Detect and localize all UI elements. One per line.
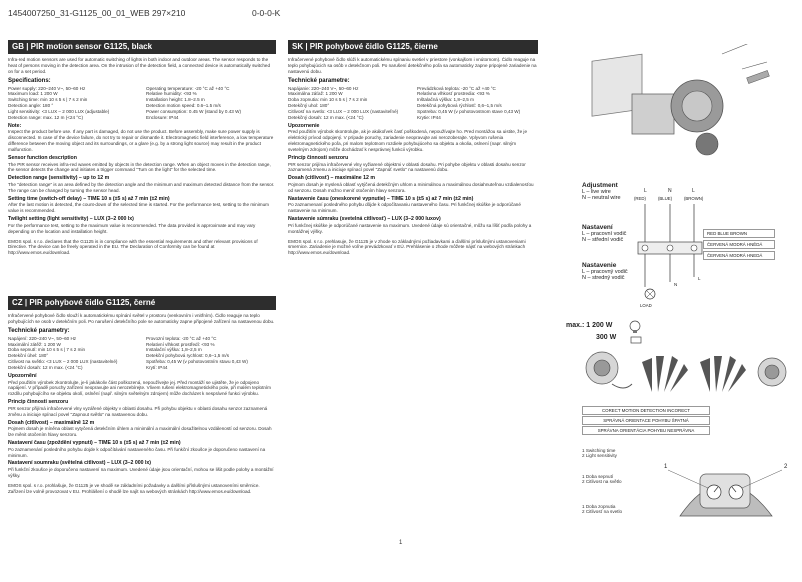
sk-func-heading: Princíp činnosti senzoru [288,154,349,161]
wire-color-red: (RED) [634,196,646,201]
legend-line: 2 Light sensitivity [582,453,617,458]
gb-func-heading: Sensor function description [8,154,77,161]
wire-label-l: L [644,188,647,194]
orientation-caption-gb: CORECT MOTION DETECTION INCORECT [582,406,710,415]
cz-spec-item: Instalační výška: 1,8–2,5 m [146,347,202,353]
cz-func-heading: Princip činnosti senzoru [8,399,69,406]
sensor-dials-illustration [660,456,790,526]
cz-spec-item: Doba sepnutí: min 10 s 5 s | 7 s 2 min [8,347,86,353]
legend-line: 2 Citlivost na světlo [582,479,622,484]
sk-spec-item: Krytie: IP44 [417,114,441,120]
cz-range-heading: Dosah (citlivost) – maximálně 12 m [8,419,95,426]
adjust-live: L – live wire [582,189,611,195]
gb-range: The "detection range" is an area defined by the detection angle and the minimum and maximum detected distance from the sensor. The range can be changed by turning the sensor head. [8,182,275,193]
bulb-icon [630,321,640,331]
sk-lux-heading: Nastavenie súmraku (svetelná citlivosť) – LUX (3–2 000 luxov) [288,216,441,223]
dial-legend-gb [582,448,617,458]
sk-spec-item: Doba zopnutia: min 10 s 5 s | 7 s 2 min [288,97,368,103]
gb-spec-item: Power consumption: 0.45 W (stand by 0.43 W) [146,109,241,115]
sensor-mounting-illustration [572,44,777,164]
sk-range: Pojmom dosah je myslená oblasť vytýčená detekčným uhlom a minimálnou a maximálnou dosiahnuteľnou vzdialenosťou od senzoru. Dosah možno meniť otočením hlavy senzora. [288,182,534,193]
load-label: LOAD [640,303,652,308]
gb-time-heading: Setting time (switch-off delay) – TIME 10 s (±5 s) až 7 min (±2 min) [8,195,170,202]
page-number: 1 [399,540,403,546]
cz-spec-item: Provozní teplota: -20 °C až +40 °C [146,335,217,341]
diagram-n-label: N [674,282,678,287]
sk-spec-heading: Technické parametre: [288,77,350,84]
gb-section [8,40,276,257]
gb-spec-item: Operating temperature: -20 °C až +40 °C [146,85,230,91]
detection-fan-incorrect [700,356,746,392]
sk-spec-item: Relatívna vlhkosť prostredia: <93 % [417,91,490,97]
sk-func: PIR senzor prijíma infračervené vlny vyžiarené objektmi v oblasti dosahu. Pri pohybe objektu v oblasti dosahu senzor zaznamená zmenu a iniciuje spínací povel "Zapnúť svetlo" na nastavenú dobu. [288,161,526,173]
wire-color-boxes [703,229,775,262]
cz-note-heading: Upozornění [8,372,37,379]
gb-func: The PIR sensor receives infra-red waves emitted by objects in the detection range. When an object moves in the detection range, the sensor detects the change and initiates a trigger command "Turn on the light" for the selected time. [8,161,271,173]
gb-spec-item: Installation height: 1.8–2.5 m [146,97,205,103]
diagram-l-label: L [698,276,701,281]
sk-spec-item: Detekčná pohybová rýchlosť: 0,6–1,5 m/s [417,103,502,109]
sk-title: SK | PIR pohybové čidlo G1125, čierne [288,40,538,54]
orientation-caption-cz: SPRÁVNÁ ORIENTACE POHYBU ŠPATNÁ [582,416,710,425]
sk-intro: Infračervené pohybové čidlo slúži k automatickému spínaniu svetiel v priestore (vonkajšom i vnútornom). Čidlo reaguje na teplo pohybujúcich sa osôb v detekčnom poli. Po narušení detekčného poľa sa automaticky zapne pripojené zariadenie na nastavenú dobu. [288,57,537,74]
sk-spec-item: Inštalačná výška: 1,8–2,5 m [417,97,474,103]
gb-intro: Infra-red motion sensors are used for automatic switching of lights in both indoor and outdoor areas. The sensor responds to the heat of persons moving in the detection area. On the intrusion of the detection field, a connected device is automatically switched on for a set period. [8,57,270,74]
legend-line: 1 Doba zopnutia [582,504,616,509]
cz-note: Před použitím výrobek zkontrolujte, je-li jakákoliv část poškozená, nepoužívejte jej. Před montáží se ujistěte, že je odpojeno napájení. V případě poruchy zařízení neopravujte ani nerozebírejte. Vlivem rušení elektromagnetického pole, při malém teplotním rozdílu pohybujícího se objektu okolí, oslnění (např. silným světelným zdrojem) může docházet k nesprávné funkci výrobku. [8,379,272,397]
wire-label-n: N [668,188,672,194]
cz-spec-item: Spotřeba: 0,45 W (v pohotovostním stavu 0,43 W) [146,359,248,365]
sk-spec-item: Detekčný uhol: 180° [288,103,330,109]
document-code: 1454007250_31-G1125_00_01_WEB 297×210 [8,8,186,18]
sk-time-heading: Nastavenie času (oneskorené vypnutie) – TIME 10 s (±5 s) až 7 min (±2 min) [288,195,474,202]
gb-spec-item: Light sensitivity: <3 LUX – 2 000 LUX (adjustable) [8,109,110,115]
wire-label-l2: L [692,188,695,194]
legend-line: 1 Switching time [582,448,616,453]
wire-color-box: ČERVENÁ MODRÁ HNEDÁ [703,251,775,260]
cz-conformity: EMOS spol. s r.o. prohlašuje, že G1125 je ve shodě se základními požadavky a dalšími příslušnými ustanoveními směrnice. Zařízení lze volně provozovat v EU. Prohlášení o shodě lze najít na webových stránkách http://www.emos.eu/download. [8,482,260,494]
wire-color-blue: (BLUE) [658,196,673,201]
gb-spec-item: Maximum load: 1 200 W [8,91,58,97]
cz-time: Po zaznamenání posledního pohybu dojde k odpočítávání nastaveného času. Při funkční zkoušce je doporučeno nastavení na minimum. [8,446,266,458]
cz-spec-item: Detekční dosah: 12 m max. (<24 °C) [8,365,83,371]
adjust-live-cz: L – pracovní vodič [582,231,627,237]
gb-spec-heading: Specifications: [8,77,51,84]
wire-color-box: ČERVENÁ MODRÁ HNĚDÁ [703,240,775,249]
adjust-neutral: N – neutral wire [582,195,621,201]
gb-specs [8,86,276,121]
gb-spec-item: Relative humidity: <93 % [146,91,197,97]
gb-spec-item: Enclosure: IP44 [146,114,179,120]
detection-fan-correct [642,356,688,392]
cz-spec-item: Napájení: 220–240 V~, 50–60 Hz [8,335,77,341]
wire-color-box: RED BLUE BROWN [703,229,775,238]
cz-title: CZ | PIR pohybové čidlo G1125, černé [8,296,276,310]
sk-conformity: EMOS spol. s r.o. prehlasuje, že G1125 je v zhode so základnými požiadavkami a ďalšími príslušnými ustanoveniami smernice. Zariadenie je možné voľne prevádzkovať v EÚ. Prehlásenie o zhode môžete nájsť na webových stránkach http://www.emos.eu/download. [288,238,526,256]
dial-legend-cz [582,474,622,484]
max-load: max.: 1 200 W [566,322,613,329]
gb-spec-item: Detection motion speed: 0.6–1.5 m/s [146,103,221,109]
sk-section [288,40,538,257]
sk-note-heading: Upozornenie [288,122,320,129]
cz-time-heading: Nastavení času (zpoždění vypnutí) – TIME 10 s (±5 s) až 7 min (±2 min) [8,440,181,446]
sk-note: Pred použitím výrobok skontrolujte, ak je akákoľvek časť poškodená, nepoužívajte ho. Pred montážou sa uistite, že je elektrický prívod odpojený. V prípade poruchy, zariadenie neopravujte ani nerozoberajte. Vplyvom rušenia elektromagnetického poľa, pri malom teplotnom rozdiele pohybujúceho sa objektu a okolia, oslnení (napr. silným svetelným zdrojom) môže dochádzať k nesprávnej funkcii výrobku. [288,129,528,153]
legend-line: 2 Citlivosť na svetlo [582,509,623,514]
adjustment-title-cz: Nastavení [582,224,613,231]
min-load: 300 W [596,334,617,341]
adjust-neutral-sk: N – stredný vodič [582,275,625,281]
gb-title: GB | PIR motion sensor G1125, black [8,40,276,54]
sk-range-heading: Dosah (citlivosť) – maximálne 12 m [288,175,375,182]
dial-legend-sk [582,504,622,514]
adjustment-legend-gb [582,182,621,201]
print-marks: 0-0-0-K [252,8,281,18]
cz-lux-heading: Nastavení soumraku (světelná citlivost) – LUX (3–2 000 lx) [8,460,152,467]
gb-conformity: EMOS spol. s r.o. declares that the G1125 is in compliance with the essential requirements and other relevant provisions of Directive. The device can be freely operated in the EU. The Declaration of Conformity can be found at http://www.emos.eu/download. [8,238,258,256]
fluorescent-icon [631,337,641,343]
cz-func: PIR senzor přijímá infračervené vlny vyzářené objekty v oblasti dosahu. Při pohybu objektu v oblasti dosahu senzor zaznamená změnu a iniciuje spínací povel "Zapnout světlo" na nastavenou dobu. [8,405,268,417]
cz-spec-item: Maximální zátěž: 1 200 W [8,341,61,347]
sk-spec-item: Maximálna záťaž: 1 200 W [288,91,343,97]
gb-spec-item: Switching time: min 10 s 5 s | 7 s 2 min [8,97,88,103]
sk-specs [288,86,538,121]
adjustment-title: Adjustment [582,182,618,189]
cz-spec-item: Detekční pohybová rychlost: 0,6–1,5 m/s [146,353,229,359]
gb-spec-item: Detection angle: 180 ° [8,103,54,109]
gb-lux-heading: Twilight setting (light sensitivity) – LUX (3–2 000 lx) [8,216,134,223]
wire-color-brown: (BROWN) [684,196,704,201]
gb-spec-item: Detection range: max. 12 m (<24 °C) [8,114,83,120]
gb-note-heading: Note: [8,122,22,129]
cz-spec-item: Detekční úhel: 180° [8,353,49,359]
cz-spec-heading: Technické parametry: [8,327,70,334]
orientation-caption-sk: SPRÁVNA ORIENTÁCIA POHYBU NESPRÁVNA [582,426,710,435]
gb-time: After the last motion is detected, the count-down of the selected time is started. For the performance test, setting to the minimum value is recommended. [8,202,269,214]
adjustment-legend-cz [582,224,626,243]
adjustment-title-sk: Nastavenie [582,262,617,269]
adjust-neutral-cz: N – střední vodič [582,237,624,243]
dial-label-1: 1 [664,464,668,470]
adjust-live-sk: L – pracovný vodič [582,269,628,275]
cz-section [8,296,276,496]
sk-spec-item: Napájanie: 220–240 V~, 50–60 Hz [288,85,359,91]
dial-label-2: 2 [784,464,788,470]
cz-intro: Infračervené pohybové čidlo slouží k automatickému spínání světel v prostoru (venkovním i vnitřním). Čidlo reaguje na teplo pohybujících se osob v detekčním poli. Po narušení detekčního pole se automaticky zapne připojené zařízení na nastavenou dobu. [8,313,275,325]
sk-spec-item: Prevádzková teplota: -20 °C až +40 °C [417,85,496,91]
sk-spec-item: Spotreba: 0,45 W (v pohotovostnom stave 0,43 W) [417,109,521,115]
sk-spec-item: Detekčný dosah: 12 m max. (<24 °C) [288,114,364,120]
adjustment-legend-sk [582,262,628,281]
cz-spec-item: Krytí: IP44 [146,365,168,371]
sk-lux: Pri funkčnej skúške je odporúčané nastavenie na maximum. Uvedené údaje sú orientačné, môžu sa líšiť podľa polohy a montážnej výšky. [288,222,532,234]
gb-spec-item: Power supply: 220–240 V~, 50–60 Hz [8,85,86,91]
sk-time: Po zaznamenaní posledného pohybu dôjde k odpočítavaniu nastaveného času. Pri funkčnej skúške je odporúčané nastavenie na minimum. [288,202,521,214]
cz-spec-item: Relativní vlhkost prostředí: <93 % [146,341,215,347]
motion-arrow-icon [612,384,632,388]
cz-spec-item: Citlivost na světlo: <3 LUX – 2 000 LUX (nastavitelné) [8,359,118,365]
gb-range-heading: Detection range (sensitivity) – up to 12 m [8,175,110,182]
cz-lux: Při funkční zkoušce je doporučeno nastavení na maximum. Uvedené údaje jsou orientační, mohou se lišit podle polohy a montážní výšky. [8,467,274,478]
gb-lux: For the performance test, setting to the maximum value is recommended. The data provided is approximate and may vary depending on the location and installation height. [8,222,256,234]
gb-note: Inspect the product before use. If any part is damaged, do not use the product. Before assembly, make sure power supply is disconnected. In case of the device failure, do not try to repair or dismantle it. Electromagnetic field interference, a low temperature difference between the moving object and its surroundings, or a glare (e.g. by a strong light source) may result in the product malfunction. [8,129,274,153]
cz-range: Pojmem dosah je míněna oblast vytyčená detekčním úhlem a minimální a maximální dosažitelnou vzdáleností od senzoru. Dosah lze měnit otočením hlavy senzoru. [8,426,272,438]
bulb-icons [625,318,665,346]
sk-spec-item: Citlivosť na svetlo: <3 LUX – 2 000 LUX (nastaviteľné) [288,109,399,115]
detection-orientation-illustration [582,348,792,400]
cz-specs [8,336,276,371]
legend-line: 1 Doba sepnutí [582,474,614,479]
